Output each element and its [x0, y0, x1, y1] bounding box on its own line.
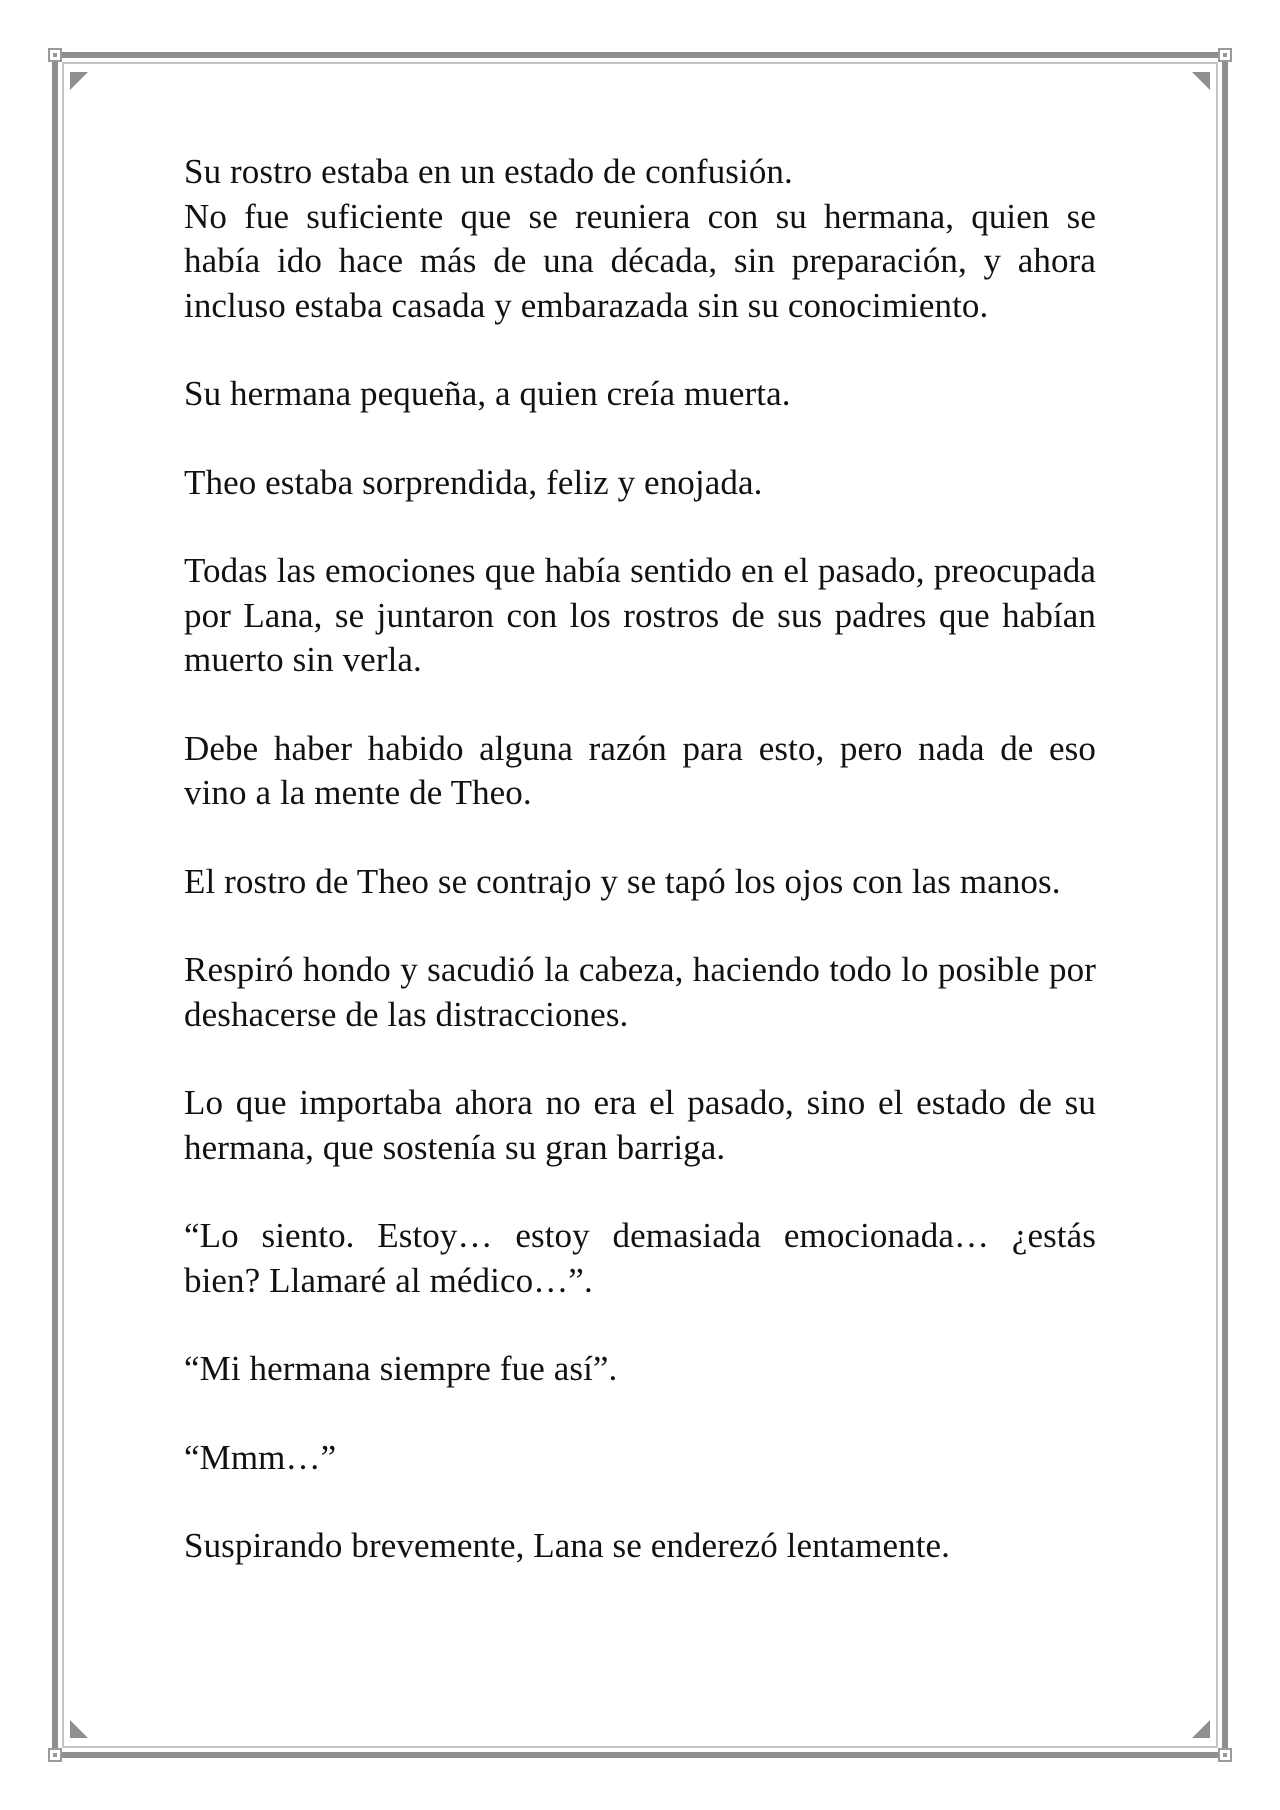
corner-triangle-top-left — [70, 72, 88, 90]
corner-ornament-bottom-right — [1218, 1748, 1232, 1762]
paragraph: “Lo siento. Estoy… estoy demasiada emocionada… ¿estás bien? Llamaré al médico…”. — [184, 1216, 1096, 1300]
corner-ornament-top-right — [1218, 48, 1232, 62]
paragraph: Suspirando brevemente, Lana se enderezó lentamente. — [184, 1526, 951, 1565]
corner-triangle-bottom-left — [70, 1720, 88, 1738]
paragraph — [184, 150, 1096, 328]
frame-left-inner-border — [62, 62, 64, 1748]
paragraph: El rostro de Theo se contrajo y se tapó los ojos con las manos. — [184, 861, 1061, 901]
frame-top-inner-border — [62, 62, 1218, 64]
frame-bottom-inner-border — [62, 1746, 1218, 1748]
frame-bottom-border — [62, 1752, 1218, 1758]
corner-ornament-top-left — [48, 48, 62, 62]
paragraph: Todas las emociones que había sentido en el pasado, preocupada por Lana, se juntaron con los rostros de sus padres que habían muerto sin verla. — [184, 551, 1096, 679]
corner-ornament-bottom-left — [48, 1748, 62, 1762]
paragraph-line: Su rostro estaba en un estado de confusión. — [184, 152, 793, 191]
frame-right-border — [1222, 62, 1228, 1748]
frame-top-border — [62, 52, 1218, 58]
frame-right-inner-border — [1216, 62, 1218, 1748]
document-body — [184, 150, 1096, 1613]
paragraph: “Mmm…” — [184, 1437, 337, 1477]
paragraph: Debe haber habido alguna razón para esto, pero nada de eso vino a la mente de Theo. — [184, 728, 1096, 812]
paragraph: Lo que importaba ahora no era el pasado, sino el estado de su hermana, que sostenía su gran barriga. — [184, 1083, 1096, 1167]
paragraph: “Mi hermana siempre fue así”. — [184, 1349, 618, 1388]
frame-left-border — [52, 62, 58, 1748]
corner-triangle-top-right — [1192, 72, 1210, 90]
corner-triangle-bottom-right — [1192, 1720, 1210, 1738]
paragraph: Su hermana pequeña, a quien creía muerta. — [184, 374, 791, 413]
paragraph-line: No fue suficiente que se reuniera con su hermana, quien se había ido hace más de una década, sin preparación, y ahora incluso estaba casada y embarazada sin su conocimiento. — [184, 196, 1096, 325]
paragraph: Respiró hondo y sacudió la cabeza, haciendo todo lo posible por deshacerse de las distracciones. — [184, 950, 1096, 1034]
paragraph: Theo estaba sorprendida, feliz y enojada. — [184, 462, 763, 502]
